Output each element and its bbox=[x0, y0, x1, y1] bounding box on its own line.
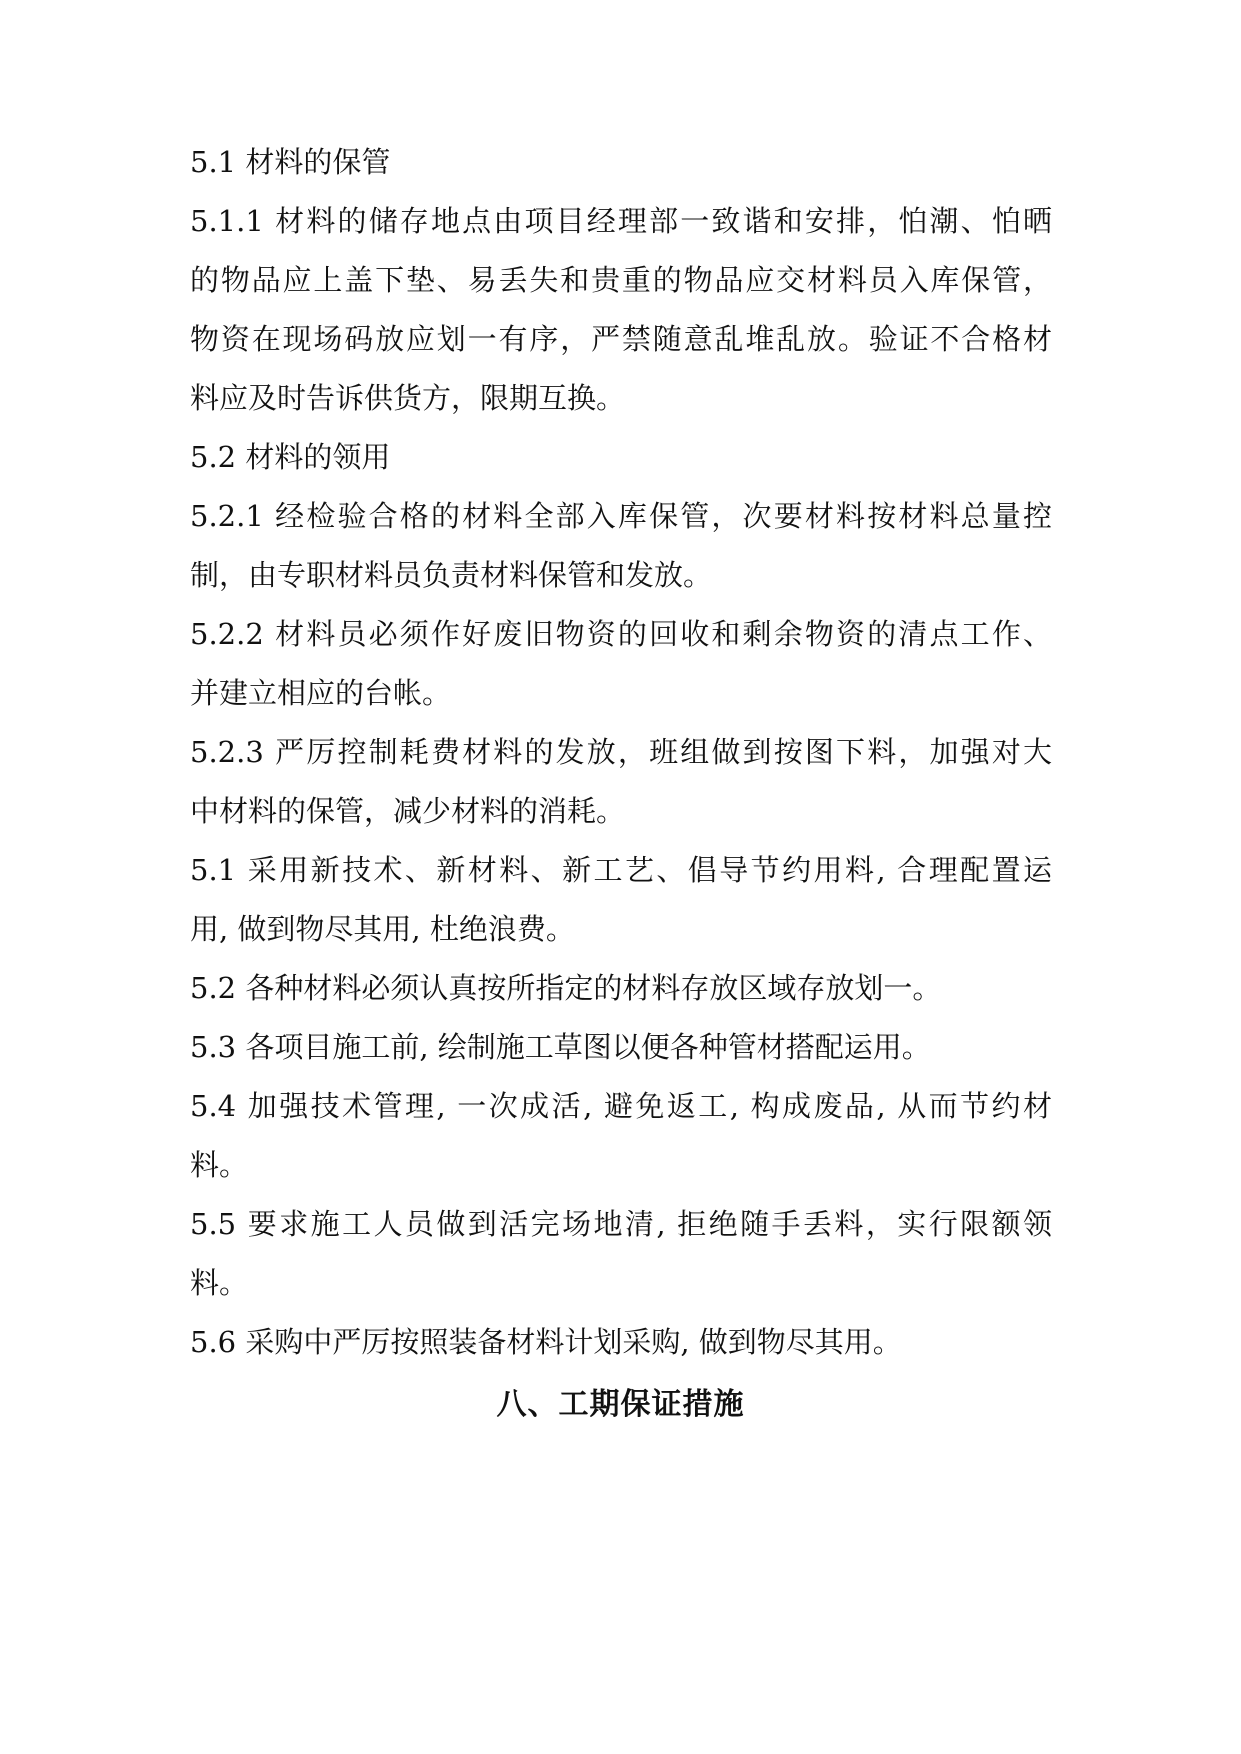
text-line: 5.2 各种材料必须认真按所指定的材料存放区域存放划一。 bbox=[190, 971, 942, 1005]
text-line: 的物品应上盖下垫、易丢失和贵重的物品应交材料员入库保管， bbox=[190, 263, 1052, 297]
text-line: 5.2.3 严厉控制耗费材料的发放，班组做到按图下料，加强对大 bbox=[190, 735, 1052, 769]
text-line: 5.2 材料的领用 bbox=[190, 440, 391, 474]
text-line: 5.2.2 材料员必须作好废旧物资的回收和剩余物资的清点工作、 bbox=[190, 617, 1052, 651]
text-line: 用, 做到物尽其用, 杜绝浪费。 bbox=[190, 912, 575, 946]
text-line: 中材料的保管，减少材料的消耗。 bbox=[190, 794, 626, 828]
section-heading-schedule-assurance: 八、工期保证措施 bbox=[496, 1387, 745, 1422]
text-line: 料应及时告诉供货方，限期互换。 bbox=[190, 381, 626, 415]
text-line: 5.1 采用新技术、新材料、新工艺、倡导节约用料, 合理配置运 bbox=[190, 853, 1052, 887]
text-line: 5.2.1 经检验合格的材料全部入库保管，次要材料按材料总量控 bbox=[190, 499, 1052, 533]
text-line: 制，由专职材料员负责材料保管和发放。 bbox=[190, 558, 713, 592]
text-line: 5.1 材料的保管 bbox=[190, 145, 391, 179]
text-line: 并建立相应的台帐。 bbox=[190, 676, 452, 710]
text-line: 5.6 采购中严厉按照装备材料计划采购, 做到物尽其用。 bbox=[190, 1325, 902, 1359]
text-line: 料。 bbox=[190, 1148, 249, 1182]
text-line: 5.1.1 材料的储存地点由项目经理部一致谐和安排，怕潮、怕晒 bbox=[190, 204, 1052, 238]
text-line: 物资在现场码放应划一有序，严禁随意乱堆乱放。验证不合格材 bbox=[190, 322, 1052, 356]
text-line: 料。 bbox=[190, 1266, 249, 1300]
text-line: 5.4 加强技术管理, 一次成活, 避免返工, 构成废品, 从而节约材 bbox=[190, 1089, 1052, 1123]
text-line: 5.3 各项目施工前, 绘制施工草图以便各种管材搭配运用。 bbox=[190, 1030, 931, 1064]
text-line: 5.5 要求施工人员做到活完场地清, 拒绝随手丢料，实行限额领 bbox=[190, 1207, 1052, 1241]
